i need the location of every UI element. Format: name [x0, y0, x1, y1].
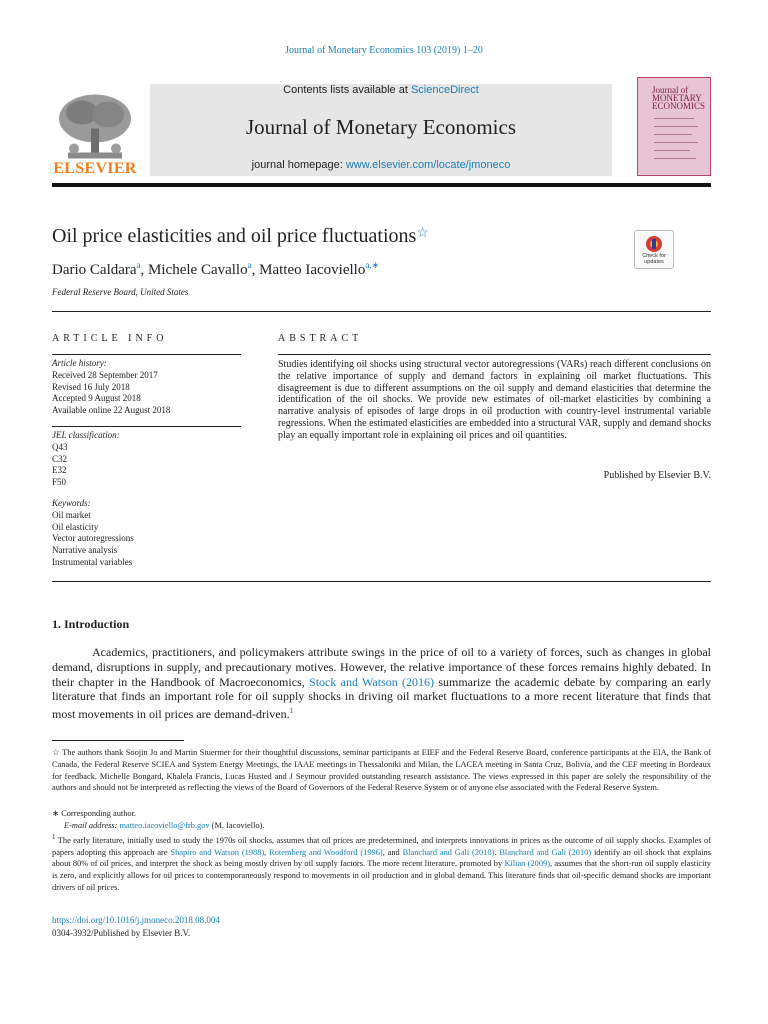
- author-name[interactable]: Matteo Iacoviello: [259, 262, 366, 278]
- footnote-text: , and: [382, 847, 403, 857]
- history-item: Revised 16 July 2018: [52, 381, 130, 392]
- cover-line: [654, 118, 694, 119]
- jel-label: JEL classification:: [52, 430, 120, 440]
- history-item: Accepted 9 August 2018: [52, 393, 141, 404]
- keyword: Oil market: [52, 509, 91, 520]
- abstract-text: Studies identifying oil shocks using structural vector autoregressions (VARs) reach different conclusions on the relative importance of supply and demand factors in explaining oil market fluctuations. This disagreement is due to different assumptions on the oil supply and demand elasticities that determine the identification of the oil shocks. We provide new estimates of oil-market elasticities by combining a narrative analysis of episodes of large drops in oil production with country-level instrumental variable regressions. When the estimated elasticities are embedded into a structural VAR, supply and demand shocks play an equally important role in explaining oil prices and oil quantities.: [278, 359, 711, 441]
- paper-title: [52, 225, 429, 248]
- published-by: Published by Elsevier B.V.: [603, 470, 711, 481]
- section-heading-introduction: 1. Introduction: [52, 617, 130, 631]
- cover-title: Journal of MONETARY ECONOMICS: [652, 85, 706, 111]
- citation-link[interactable]: Rotemberg and Woodford (1996): [269, 847, 383, 857]
- cover-line: [654, 158, 696, 159]
- footnote-acknowledgements: [52, 747, 711, 794]
- history-item: Available online 22 August 2018: [52, 405, 171, 416]
- homepage-prefix: journal homepage:: [251, 159, 346, 171]
- journal-cover-thumbnail[interactable]: [637, 77, 711, 176]
- intro-text: Academics, practitioners, and policymakers attribute swings in the price of oil to a variety of forces, such as changes in global demand, disruptions in supply, and precautionary motives. However, the relative importance of these forces remains highly debated. In their chapter in the Handbook of Macroeconomics,: [52, 645, 711, 689]
- email-link[interactable]: matteo.iacoviello@frb.gov: [119, 820, 210, 830]
- footnote-text: identify an oil shock that explains about 80% of oil prices, and interpret the shock as being mostly driven by oil supply factors. The more recent literature, promoted by: [52, 847, 711, 869]
- citation-link[interactable]: Blanchard and Gali (2010): [402, 847, 495, 857]
- footnote-rule: [52, 740, 184, 741]
- title-rule: [52, 311, 711, 312]
- jel-classification: [52, 430, 120, 489]
- footnote-text: ,: [264, 847, 270, 857]
- author-affiliation-mark[interactable]: a: [136, 260, 141, 270]
- article-history: [52, 358, 170, 417]
- footnote-corresponding: [52, 808, 711, 832]
- abstract-bottom-rule: [52, 581, 711, 582]
- footnote-ref[interactable]: 1: [289, 706, 294, 716]
- paper-title-text: Oil price elasticities and oil price fluctuations: [52, 225, 417, 247]
- footnote-text: (M. Iacoviello).: [209, 820, 265, 830]
- cover-line: [654, 126, 698, 127]
- author-separator: ,: [251, 262, 260, 278]
- abstract-heading: ABSTRACT: [278, 333, 363, 344]
- footnote-mark: 1: [52, 833, 56, 841]
- intro-text: summarize the academic debate by comparing an early literature that finds an important role for oil supply shocks in driving oil market fluctuations to a more recent literature that finds that most movements in oil prices are demand-driven.: [52, 674, 711, 722]
- abstract-rule: [278, 354, 711, 355]
- author-affiliation-mark[interactable]: a,∗: [365, 260, 380, 270]
- check-for-updates-badge[interactable]: [634, 230, 674, 269]
- keyword: Instrumental variables: [52, 556, 133, 567]
- journal-citation[interactable]: Journal of Monetary Economics 103 (2019) 1–20: [285, 45, 483, 56]
- jel-code: Q43: [52, 441, 68, 452]
- homepage-link[interactable]: www.elsevier.com/locate/jmoneco: [345, 159, 511, 171]
- jel-code: C32: [52, 453, 68, 464]
- issn-line: 0304-3932/Published by Elsevier B.V.: [52, 928, 191, 938]
- jel-code: F50: [52, 477, 67, 488]
- author-name[interactable]: Dario Caldara: [52, 262, 137, 278]
- citation-link[interactable]: Shapiro and Watson (1988): [170, 847, 265, 857]
- citation-link[interactable]: Stock and Watson (2016): [309, 674, 435, 689]
- elsevier-wordmark: ELSEVIER: [53, 160, 137, 177]
- keyword: Vector autoregressions: [52, 533, 134, 544]
- intro-paragraph: [52, 645, 711, 722]
- contents-prefix: Contents lists available at: [283, 84, 411, 96]
- contents-line: [150, 84, 612, 96]
- sciencedirect-link[interactable]: ScienceDirect: [410, 84, 479, 96]
- jel-code: E32: [52, 465, 67, 476]
- check-badge-label: Check for updates: [642, 253, 666, 265]
- affiliation: Federal Reserve Board, United States: [52, 287, 189, 297]
- footnote-text: The authors thank Soojin Jo and Martin Stuermer for their thoughtful discussions, seminar participants at EIEF and the Federal Reserve Board, conference participants at the EIA, the Bank of Canada, the Federal Reserve SCIEA and System Energy Meetings, the IAAE meetings in Thessaloniki and Milan, the LACEA meeting in Santa Cruz, Bolivia, and the CEF meeting in Bordeaux for feedback. Michelle Bongard, Khalela Francis, Lucas Husted and J Seymour provided outstanding research assistance. The views expressed in this paper are solely the responsibility of the authors and should not be interpreted as reflecting the views of the Board of Governors of the Federal Reserve System or of anyone else associated with the Federal Reserve System.: [52, 748, 711, 793]
- footnote-1: [52, 832, 711, 894]
- doi-link[interactable]: https://doi.org/10.1016/j.jmoneco.2018.08.004: [52, 915, 220, 925]
- article-info-rule: [52, 354, 241, 355]
- authors-line: [52, 260, 379, 279]
- keywords-label: Keywords:: [52, 498, 91, 508]
- email-label: E-mail address:: [64, 820, 120, 830]
- article-info-heading: ARTICLE INFO: [52, 333, 168, 344]
- footnote-text: .: [494, 847, 500, 857]
- article-info-rule: [52, 426, 241, 427]
- keyword: Oil elasticity: [52, 521, 99, 532]
- history-label: Article history:: [52, 358, 107, 368]
- footnote-mark: ∗: [52, 809, 60, 818]
- header-rule: [52, 183, 711, 187]
- author-separator: ,: [140, 262, 149, 278]
- homepage-line: [150, 159, 612, 171]
- cover-line: [654, 134, 692, 135]
- footnote-text: , assumes that the short-run oil supply elasticity is zero, and explicitly allows for oil prices to contemporaneously respond to movements in oil production and in global demand. This literature finds that oil-specific demand shocks are important drivers of oil prices.: [52, 859, 711, 892]
- history-item: Received 28 September 2017: [52, 369, 158, 380]
- keywords: [52, 498, 134, 569]
- cover-line: [654, 150, 690, 151]
- keyword: Narrative analysis: [52, 545, 118, 556]
- author-name[interactable]: Michele Cavallo: [148, 262, 248, 278]
- footnote-text: Corresponding author.: [59, 809, 137, 818]
- title-star-footnote[interactable]: ☆: [416, 226, 429, 241]
- footnote-text: The early literature, initially used to study the 1970s oil shocks, assumes that oil prices are predetermined, and interprets innovations in prices as the outcome of oil supply shocks. Examples of papers adopting this approach are: [52, 835, 711, 857]
- citation-link[interactable]: Kilian (2009): [504, 859, 550, 869]
- citation-link[interactable]: Blanchard and Gali (2010): [499, 847, 592, 857]
- journal-title: Journal of Monetary Economics: [245, 115, 517, 139]
- cover-line: [654, 142, 698, 143]
- footnote-mark: ☆: [52, 748, 60, 757]
- author-affiliation-mark[interactable]: a: [247, 260, 252, 270]
